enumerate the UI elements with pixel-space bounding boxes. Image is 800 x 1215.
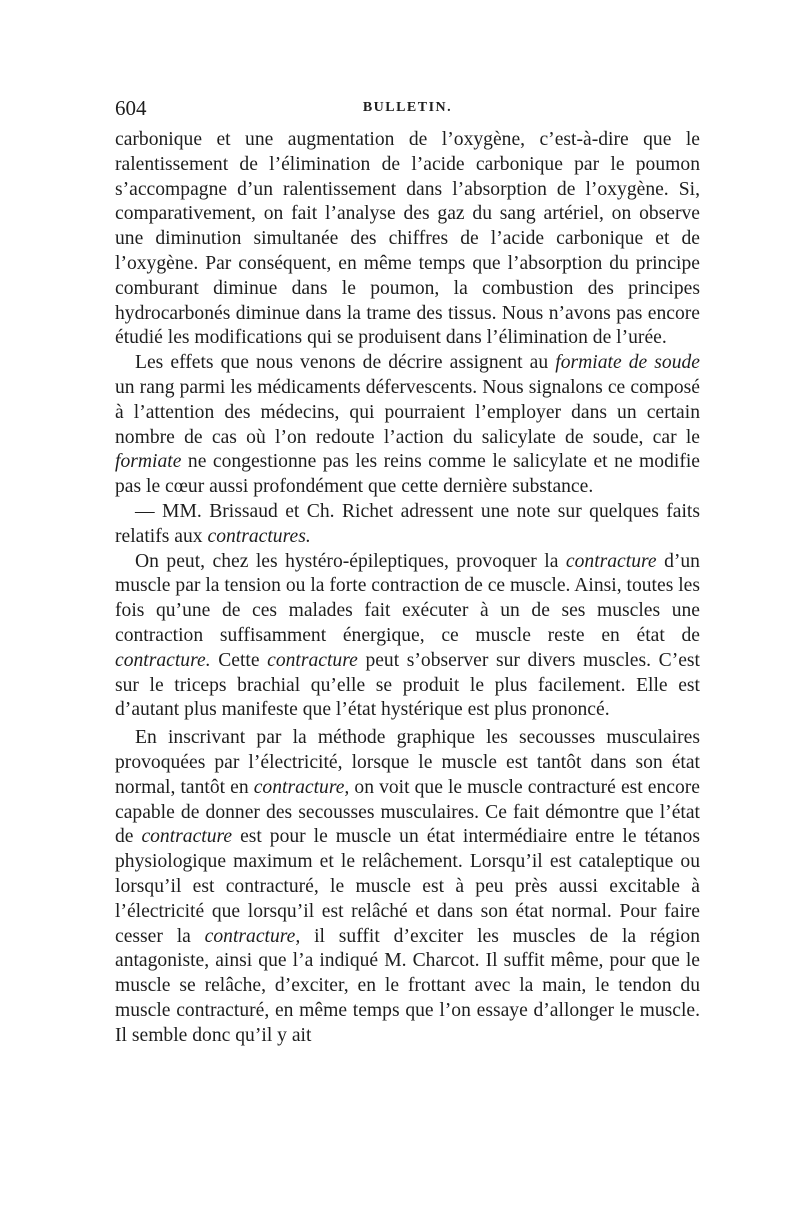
- text-run: On peut, chez les hystéro-épileptiques, provoquer la: [135, 550, 566, 572]
- paragraph: [115, 128, 700, 351]
- paragraph: [115, 550, 700, 724]
- text-run: il suffit d’exciter les muscles de la région antagoniste, ainsi que l’a indiqué M. Charcot. Il suffit même, pour que le muscle se relâche, d’exciter, en le frottant avec la main, le tendon du muscle contracturé, en même temps que l’on essaye d’allonger le muscle. Il semble donc qu’il y ait: [115, 925, 700, 1046]
- text-run: un rang parmi les médicaments défervescents. Nous signalons ce composé à l’attention des médecins, qui pourraient l’employer dans un certain nombre de cas où l’on redoute l’action du salicylate de soude, car le: [115, 376, 700, 448]
- italic-term: formiate: [115, 451, 182, 473]
- paragraph: [115, 351, 700, 500]
- paragraph: [115, 726, 700, 1048]
- text-run: En inscrivant par la méthode graphique les secousses musculaires provoquées par l’électricité, lorsque le muscle est tantôt dans son état normal, tantôt en: [115, 727, 700, 798]
- body-text: [115, 128, 700, 1048]
- italic-term: contracture.: [115, 649, 211, 671]
- italic-term: contracture: [267, 649, 358, 671]
- italic-term: formiate de soude: [555, 352, 701, 374]
- text-run: on voit que le muscle contracturé est encore capable de donner des secousses musculaires. Ce fait démontre que l’état de: [115, 776, 700, 848]
- text-run: Cette: [210, 649, 268, 671]
- running-title: BULLETIN.: [362, 100, 453, 115]
- text-run: est pour le muscle un état intermédiaire entre le tétanos physiologique maximum et le relâchement. Lorsqu’il est cataleptique ou lorsqu’il est contracturé, le muscle est à peu près aussi excitable à l’électricité que lorsqu’il est relâché et dans son état normal. Pour faire cesser la: [115, 826, 700, 947]
- italic-term: contractures.: [207, 525, 311, 547]
- italic-term: contracture,: [204, 925, 301, 947]
- running-head: [115, 96, 700, 126]
- text-run: carbonique et une augmentation de l’oxygène, c’est-à-dire que le ralentissement de l’élimination de l’acide carbonique par le poumon s’accompagne d’un ralentissement dans l’absorption de l’oxygène. Si, comparativement, on fait l’analyse des gaz du sang artériel, on observe une diminution simultanée des chiffres de l’acide carbonique et de l’oxygène. Par conséquent, en même temps que l’absorption du principe comburant diminue dans le poumon, la combustion des principes hydrocarbonés diminue dans la trame des tissus. Nous n’avons pas encore étudié les modifications qui se produisent dans l’élimination de l’urée.: [115, 129, 700, 349]
- italic-term: contracture,: [253, 776, 350, 798]
- text-run: Les effets que nous venons de décrire assignent au: [135, 352, 556, 374]
- text-run: ne congestionne pas les reins comme le salicylate et ne modifie pas le cœur aussi profondément que cette dernière substance.: [115, 451, 700, 498]
- text-run: d’un muscle par la tension ou la forte contraction de ce muscle. Ainsi, toutes les fois qu’une de ces malades fait exécuter à un de ses muscles une contraction suffisamment énergique, ce muscle reste en état de: [115, 550, 700, 646]
- italic-term: contracture: [565, 550, 657, 572]
- text-run: peut s’observer sur divers muscles. C’est sur le triceps brachial qu’elle se produit le plus facilement. Elle est d’autant plus manifeste que l’état hystérique est plus prononcé.: [115, 649, 700, 721]
- italic-term: contracture: [141, 826, 233, 848]
- paragraph: [115, 500, 700, 550]
- text-run: — MM. Brissaud et Ch. Richet adressent une note sur quelques faits relatifs aux: [115, 500, 700, 547]
- page-number: 604: [115, 96, 147, 120]
